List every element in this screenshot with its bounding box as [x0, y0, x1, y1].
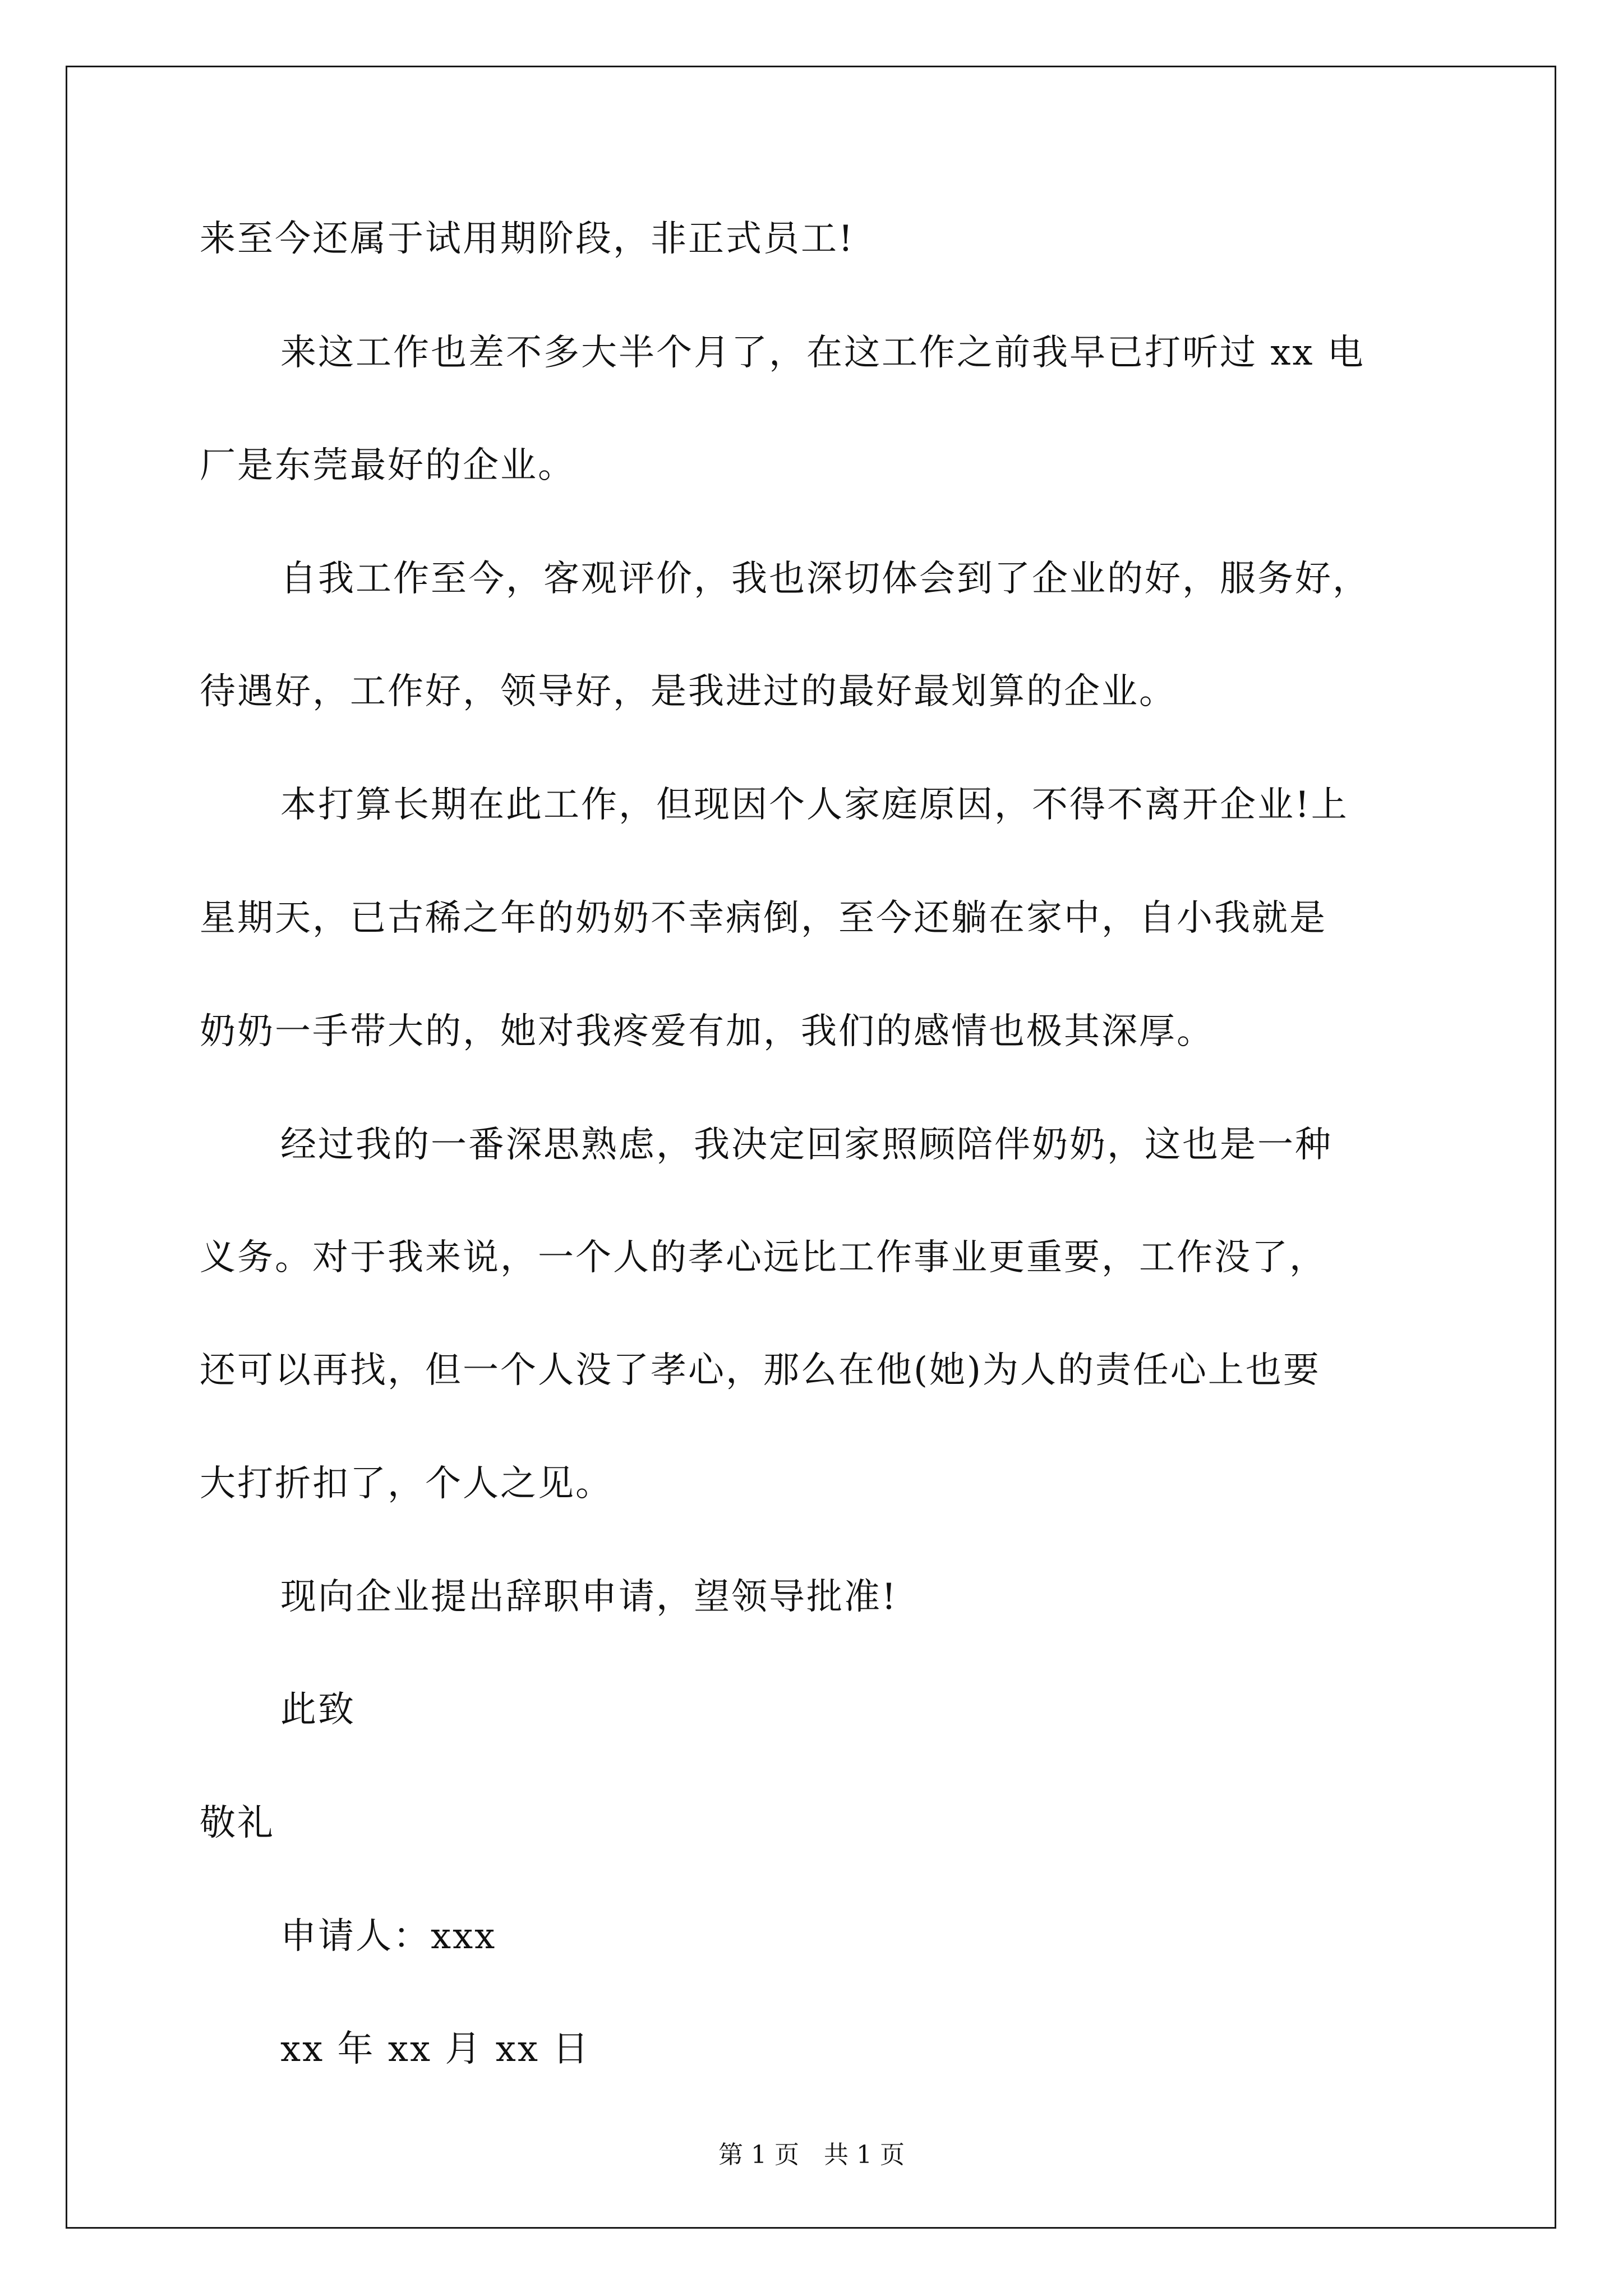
text-line: 来至今还属于试用期阶段，非正式员工! [200, 218, 855, 260]
text-line: 义务。对于我来说，一个人的孝心远比工作事业更重要，工作没了， [200, 1237, 1327, 1278]
text-line: 现向企业提出辞职申请，望领导批准! [280, 1576, 898, 1618]
text-line: 星期天，已古稀之年的奶奶不幸病倒，至今还躺在家中，自小我就是 [200, 898, 1327, 939]
applicant-line: 申请人：xxx [280, 1916, 497, 1957]
text-line: 还可以再找，但一个人没了孝心，那么在他(她)为人的责任心上也要 [200, 1350, 1321, 1391]
date-line: xx 年 xx 月 xx 日 [280, 2028, 591, 2070]
text-line: 奶奶一手带大的，她对我疼爱有加，我们的感情也极其深厚。 [200, 1011, 1214, 1052]
text-line: 本打算长期在此工作，但现因个人家庭原因，不得不离开企业!上 [280, 784, 1349, 826]
text-line: 来这工作也差不多大半个月了，在这工作之前我早已打听过 xx 电 [280, 332, 1365, 374]
text-line: 大打折扣了，个人之见。 [200, 1463, 613, 1504]
text-line: 厂是东莞最好的企业。 [200, 445, 575, 486]
text-line: 自我工作至今，客观评价，我也深切体会到了企业的好，服务好， [280, 558, 1370, 600]
text-line: 待遇好，工作好，领导好，是我进过的最好最划算的企业。 [200, 671, 1177, 712]
page-number: 第 1 页 共 1 页 [718, 2141, 905, 2169]
closing-salutation: 此致 [280, 1689, 356, 1731]
closing-regards: 敬礼 [200, 1802, 275, 1844]
text-line: 经过我的一番深思熟虑，我决定回家照顾陪伴奶奶，这也是一种 [280, 1124, 1332, 1166]
